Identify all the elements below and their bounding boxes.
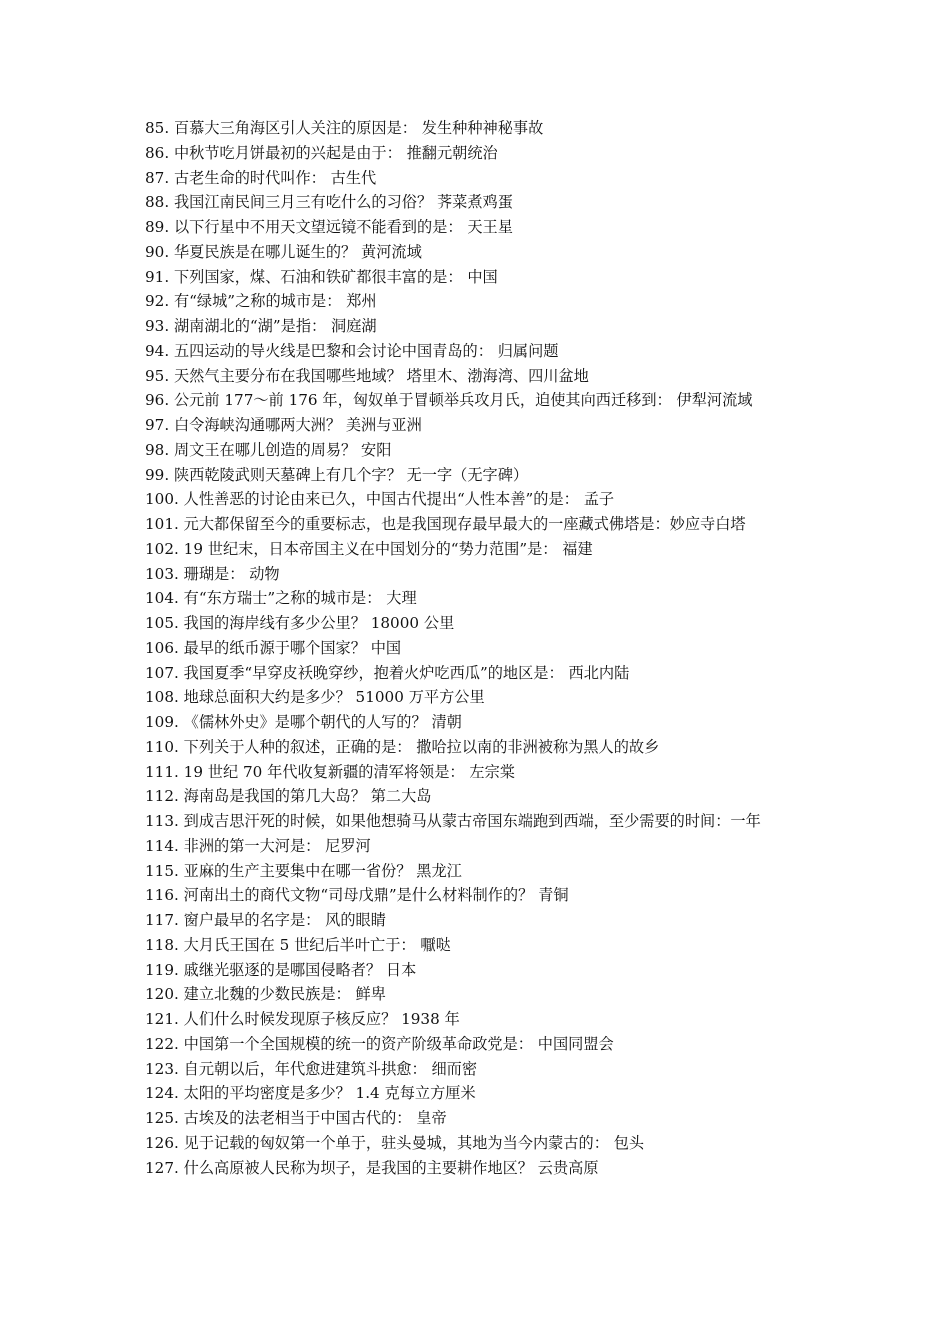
qa-line <box>145 438 810 463</box>
qa-line <box>145 215 810 240</box>
qa-line <box>145 265 810 290</box>
answer-text: 天王星 <box>462 218 513 236</box>
qa-line <box>145 339 810 364</box>
question-text: 人性善恶的讨论由来已久，中国古代提出“人性本善”的是： <box>178 490 579 509</box>
qa-line <box>145 364 810 389</box>
item-number: 95. <box>145 366 170 385</box>
qa-line <box>145 784 810 809</box>
answer-text: 包头 <box>608 1133 645 1152</box>
answer-text: 安阳 <box>356 440 392 459</box>
item-number: 105. <box>145 614 179 632</box>
answer-text: 孟子 <box>578 490 615 509</box>
item-number: 90. <box>145 242 170 261</box>
question-text: 五四运动的导火线是巴黎和会讨论中国青岛的： <box>169 341 493 360</box>
question-text: 海南岛是我国的第几大岛？ <box>178 787 366 806</box>
answer-text: 大理 <box>381 589 417 608</box>
qa-line <box>145 487 810 512</box>
item-number: 103. <box>145 564 179 583</box>
qa-line <box>145 710 810 735</box>
item-number: 86. <box>145 143 170 162</box>
qa-line <box>145 1106 810 1131</box>
answer-text: 鲜卑 <box>350 985 386 1004</box>
item-number: 106. <box>145 638 179 657</box>
item-number: 85. <box>145 119 170 137</box>
qa-line <box>145 314 810 339</box>
question-text: 自元朝以后，年代愈进建筑斗拱愈： <box>178 1059 427 1078</box>
question-text: 人们什么时候发现原子核反应？ <box>178 1010 397 1028</box>
answer-text: 无一字（无字碑） <box>401 465 529 484</box>
question-text: 非洲的第一大河是： <box>178 836 321 855</box>
qa-line <box>145 933 810 958</box>
qa-line <box>145 586 810 611</box>
qa-line <box>145 834 810 859</box>
answer-text: 左宗棠 <box>464 762 515 781</box>
question-text: 百慕大三角海区引人关注的原因是： <box>169 119 417 137</box>
question-text: 湖南湖北的“湖”是指： <box>169 317 327 335</box>
qa-line <box>145 116 810 141</box>
answer-text: 荠菜煮鸡蛋 <box>432 193 513 212</box>
item-number: 108. <box>145 688 179 707</box>
document-page <box>145 116 810 1180</box>
qa-line <box>145 1057 810 1082</box>
question-text: 大月氏王国在 5 世纪后半叶亡于： <box>178 935 416 954</box>
qa-line <box>145 661 810 686</box>
item-number: 99. <box>145 465 170 484</box>
answer-text: 动物 <box>244 564 280 583</box>
qa-line <box>145 166 810 191</box>
item-number: 110. <box>145 737 179 756</box>
item-number: 104. <box>145 589 179 608</box>
question-text: 公元前 177～前 176 年，匈奴单于冒顿举兵攻月氏，迫使其向西迁移到： <box>169 391 672 410</box>
answer-text: 云贵高原 <box>532 1158 599 1177</box>
question-text: 以下行星中不用天文望远镜不能看到的是： <box>169 218 463 236</box>
answer-text: 皇帝 <box>411 1109 447 1127</box>
answer-text: 1.4 克每立方厘米 <box>350 1084 476 1103</box>
qa-line <box>145 735 810 760</box>
answer-text: 妙应寺白塔 <box>669 515 746 533</box>
qa-line <box>145 611 810 636</box>
qa-line <box>145 512 810 537</box>
question-text: 中秋节吃月饼最初的兴起是由于： <box>169 143 402 162</box>
qa-line <box>145 388 810 413</box>
qa-line <box>145 908 810 933</box>
qa-line <box>145 463 810 488</box>
answer-text: 福建 <box>557 539 593 558</box>
question-text: 河南出土的商代文物“司母戊鼎”是什么材料制作的？ <box>178 886 534 905</box>
qa-line <box>145 958 810 983</box>
item-number: 124. <box>145 1084 179 1103</box>
answer-text: 清朝 <box>426 713 462 731</box>
question-text: 什么高原被人民称为坝子，是我国的主要耕作地区？ <box>178 1158 533 1177</box>
answer-text: 51000 万平方公里 <box>350 688 485 707</box>
item-number: 101. <box>145 515 179 533</box>
item-number: 120. <box>145 985 179 1004</box>
question-text: 到成吉思汗死的时候，如果他想骑马从蒙古帝国东端跑到西端，至少需要的时间： <box>178 812 731 830</box>
item-number: 118. <box>145 935 179 954</box>
qa-line <box>145 883 810 908</box>
question-text: 陕西乾陵武则天墓碑上有几个字？ <box>169 465 402 484</box>
item-number: 125. <box>145 1109 179 1127</box>
item-number: 97. <box>145 416 170 434</box>
answer-text: 第二大岛 <box>365 787 432 806</box>
answer-text: 青铜 <box>533 886 569 905</box>
item-number: 107. <box>145 663 179 682</box>
item-number: 126. <box>145 1133 179 1152</box>
question-text: 建立北魏的少数民族是： <box>178 985 351 1004</box>
question-text: 我国夏季“早穿皮袄晚穿纱，抱着火炉吃西瓜”的地区是： <box>178 663 564 682</box>
question-text: 古埃及的法老相当于中国古代的： <box>178 1109 412 1127</box>
question-text: 白令海峡沟通哪两大洲？ <box>169 416 342 434</box>
item-number: 112. <box>145 787 179 806</box>
qa-line <box>145 982 810 1007</box>
item-number: 114. <box>145 836 179 855</box>
answer-text: 归属问题 <box>492 341 559 360</box>
qa-line <box>145 1131 810 1156</box>
item-number: 102. <box>145 539 179 558</box>
question-text: 戚继光驱逐的是哪国侵略者？ <box>178 960 382 979</box>
question-text: 元大都保留至今的重要标志，也是我国现存最早最大的一座藏式佛塔是： <box>178 515 670 533</box>
item-number: 115. <box>145 861 179 880</box>
answer-text: 中国 <box>462 267 498 286</box>
question-text: 窗户最早的名字是： <box>178 911 321 929</box>
item-number: 122. <box>145 1034 179 1053</box>
answer-text: 推翻元朝统治 <box>401 143 498 162</box>
answer-text: 黄河流域 <box>356 242 422 261</box>
answer-text: 尼罗河 <box>320 836 371 855</box>
answer-text: 西北内陆 <box>563 663 630 682</box>
qa-line <box>145 562 810 587</box>
answer-text: 嚈哒 <box>415 935 451 954</box>
question-text: 19 世纪末，日本帝国主义在中国划分的“势力范围”是： <box>178 539 558 558</box>
answer-text: 风的眼睛 <box>320 911 386 929</box>
qa-line <box>145 537 810 562</box>
item-number: 113. <box>145 812 179 830</box>
qa-line <box>145 859 810 884</box>
question-text: 《儒林外史》是哪个朝代的人写的？ <box>178 713 427 731</box>
question-text: 地球总面积大约是多少？ <box>178 688 351 707</box>
item-number: 116. <box>145 886 179 905</box>
answer-text: 1938 年 <box>396 1010 460 1028</box>
qa-line <box>145 413 810 438</box>
question-text: 中国第一个全国规模的统一的资产阶级革命政党是： <box>178 1034 533 1053</box>
qa-line <box>145 240 810 265</box>
qa-line <box>145 809 810 834</box>
item-number: 91. <box>145 267 170 286</box>
item-number: 88. <box>145 193 170 212</box>
answer-text: 日本 <box>381 960 417 979</box>
item-number: 119. <box>145 960 179 979</box>
qa-line <box>145 1007 810 1032</box>
answer-text: 发生种种神秘事故 <box>416 119 544 137</box>
question-text: 我国江南民间三月三有吃什么的习俗？ <box>169 193 433 212</box>
question-text: 周文王在哪儿创造的周易？ <box>169 440 357 459</box>
answer-text: 美洲与亚洲 <box>341 416 422 434</box>
item-number: 92. <box>145 292 170 311</box>
question-text: 19 世纪 70 年代收复新疆的清军将领是： <box>178 762 465 781</box>
item-number: 94. <box>145 341 170 360</box>
qa-line <box>145 636 810 661</box>
answer-text: 一年 <box>730 812 761 830</box>
answer-text: 黑龙江 <box>411 861 462 880</box>
question-text: 见于记载的匈奴第一个单于，驻头曼城，其地为当今内蒙古的： <box>178 1133 609 1152</box>
answer-text: 18000 公里 <box>365 614 455 632</box>
answer-text: 塔里木、渤海湾、四川盆地 <box>401 366 589 385</box>
answer-text: 古生代 <box>325 168 377 187</box>
item-number: 93. <box>145 317 170 335</box>
item-number: 98. <box>145 440 170 459</box>
item-number: 89. <box>145 218 170 236</box>
question-text: 亚麻的生产主要集中在哪一省份？ <box>178 861 412 880</box>
item-number: 123. <box>145 1059 179 1078</box>
question-text: 太阳的平均密度是多少？ <box>178 1084 351 1103</box>
question-text: 天然气主要分布在我国哪些地域？ <box>169 366 402 385</box>
qa-line <box>145 1081 810 1106</box>
qa-line <box>145 1156 810 1181</box>
question-text: 我国的海岸线有多少公里？ <box>178 614 366 632</box>
item-number: 121. <box>145 1010 179 1028</box>
item-number: 127. <box>145 1158 179 1177</box>
question-text: 珊瑚是： <box>178 564 245 583</box>
question-text: 华夏民族是在哪儿诞生的？ <box>169 242 357 261</box>
qa-line <box>145 289 810 314</box>
answer-text: 撒哈拉以南的非洲被称为黑人的故乡 <box>411 737 660 756</box>
question-text: 下列关于人种的叙述，正确的是： <box>178 737 412 756</box>
qa-line <box>145 1032 810 1057</box>
answer-text: 洞庭湖 <box>326 317 377 335</box>
question-text: 有“东方瑞士”之称的城市是： <box>178 589 382 608</box>
question-text: 下列国家，煤、石油和铁矿都很丰富的是： <box>169 267 463 286</box>
answer-text: 伊犁河流域 <box>671 391 753 410</box>
qa-line <box>145 760 810 785</box>
item-number: 111. <box>145 762 179 781</box>
question-text: 最早的纸币源于哪个国家？ <box>178 638 366 657</box>
answer-text: 中国 <box>365 638 402 657</box>
qa-line <box>145 141 810 166</box>
qa-line <box>145 685 810 710</box>
answer-text: 郑州 <box>341 292 377 311</box>
question-text: 古老生命的时代叫作： <box>169 168 326 187</box>
item-number: 96. <box>145 391 170 410</box>
item-number: 109. <box>145 713 179 731</box>
item-number: 117. <box>145 911 179 929</box>
question-text: 有“绿城”之称的城市是： <box>169 292 342 311</box>
qa-line <box>145 190 810 215</box>
item-number: 87. <box>145 168 170 187</box>
item-number: 100. <box>145 490 179 509</box>
answer-text: 细而密 <box>426 1059 478 1078</box>
answer-text: 中国同盟会 <box>532 1034 614 1053</box>
